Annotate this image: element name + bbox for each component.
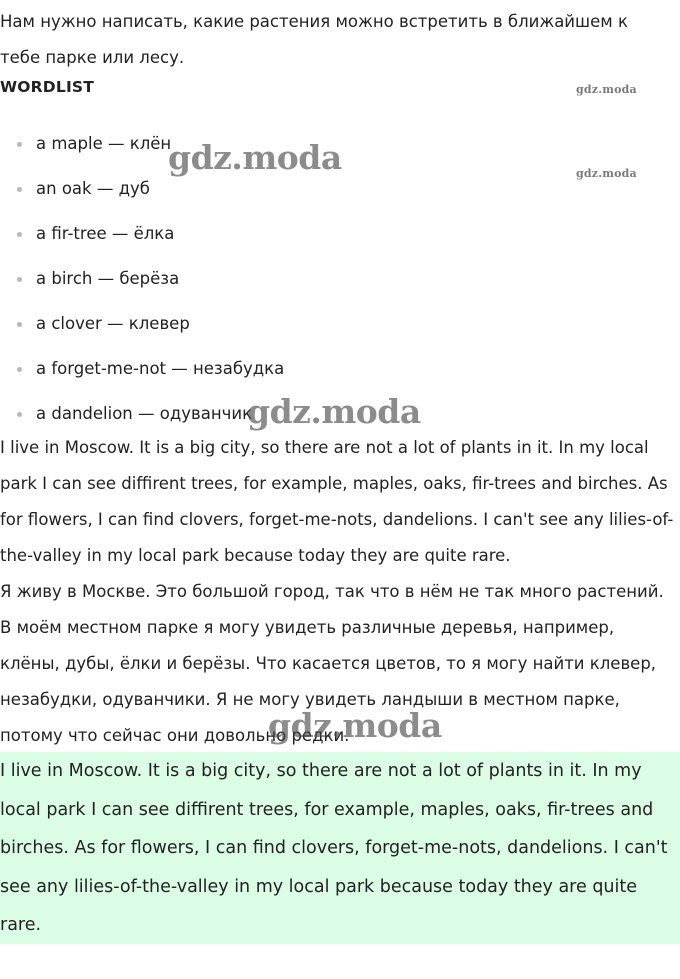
- list-item-text: a dandelion — одуванчик: [36, 404, 253, 423]
- english-text: I live in Moscow. It is a big city, so there are not a lot of plants in it. In my local park I can see diffirent trees, for example, maples, oaks, fir-trees and birches. As for flowers, I can find clovers, forget-me-nots, dandelions. I can't see any lilies-of-the-valley in my local park because today they are quite rare.: [0, 438, 674, 565]
- list-item: [0, 347, 600, 392]
- answer-text: I live in Moscow. It is a big city, so there are not a lot of plants in it. In my local park I can see diffirent trees, for example, maples, oaks, fir-trees and birches. As for flowers, I can find clovers, forget-me-nots, dandelions. I can't see any lilies-of-the-valley in my local park because today they are quite rare.: [0, 761, 668, 935]
- list-item: [0, 302, 600, 347]
- list-item-text: a clover — клевер: [36, 314, 190, 333]
- bullet-icon: [17, 322, 22, 327]
- watermark-large: gdz.moda: [268, 706, 442, 745]
- bullet-icon: [17, 142, 22, 147]
- list-item-text: a birch — берёза: [36, 269, 180, 288]
- watermark-large: gdz.moda: [168, 138, 342, 177]
- watermark-small: gdz.moda: [576, 83, 637, 96]
- bullet-icon: [17, 277, 22, 282]
- bullet-icon: [17, 412, 22, 417]
- bullet-icon: [17, 232, 22, 237]
- list-item-text: an oak — дуб: [36, 179, 150, 198]
- list-item-text: a maple — клён: [36, 134, 172, 153]
- bullet-icon: [17, 187, 22, 192]
- bullet-icon: [17, 367, 22, 372]
- list-item: [0, 257, 600, 302]
- wordlist-heading: WORDLIST: [0, 78, 95, 96]
- list-item-text: a fir-tree — ёлка: [36, 224, 175, 243]
- russian-translation: Я живу в Москве. Это большой город, так что в нём не так много растений. В моём местном парке я могу увидеть различные деревья, например, клёны, дубы, ёлки и берёзы. Что касается цветов, то я могу найти клевер, незабудки, одуванчики. Я не могу увидеть ландыши в местном парке, потому что сейчас они довольно редки.: [0, 582, 664, 745]
- watermark-small: gdz.moda: [576, 167, 637, 180]
- watermark-large: gdz.moda: [247, 392, 421, 431]
- list-item-text: a forget-me-not — незабудка: [36, 359, 285, 378]
- intro-paragraph: Нам нужно написать, какие растения можно встретить в ближайшем к тебе парке или лесу.: [0, 12, 628, 67]
- list-item: [0, 212, 600, 257]
